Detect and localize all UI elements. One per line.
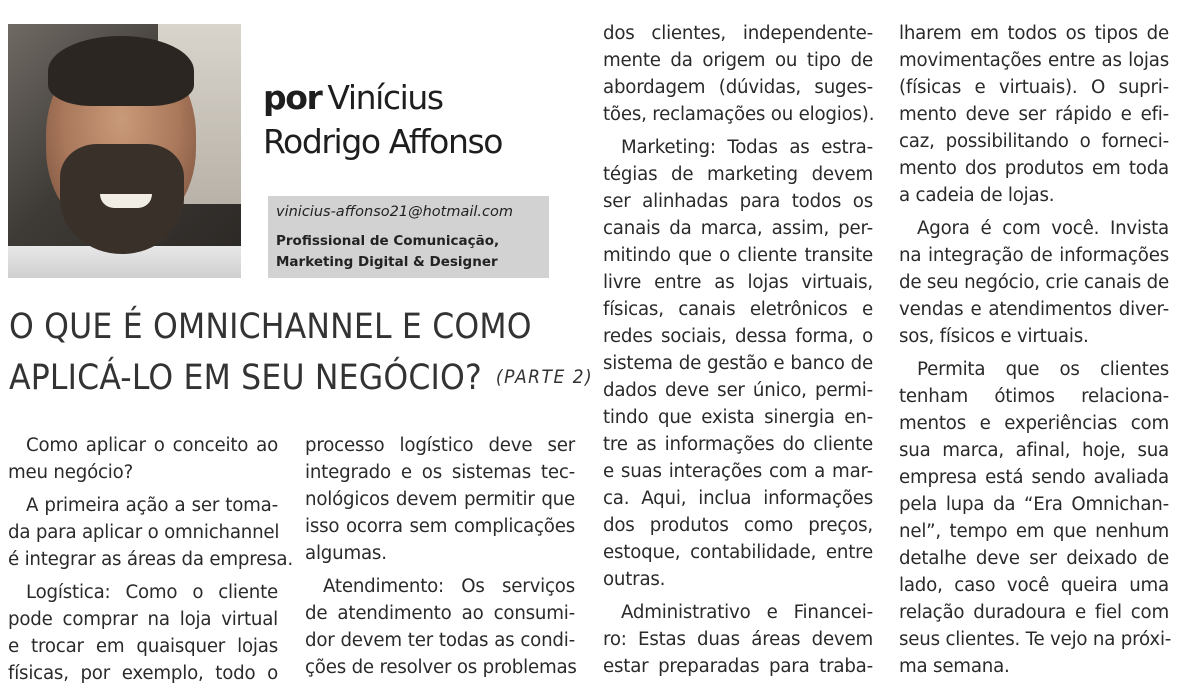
text-line: sos, físicos e virtuais. [899,326,1089,347]
photo-smile [100,194,152,208]
text-line: Atendimento: Os serviços [323,576,575,597]
article-column-4 [899,20,1172,680]
text-line: ma semana. [899,656,1010,677]
article-title [9,302,593,403]
text-line: nel”, tempo em que nenhum [899,521,1169,542]
photo-hair [48,36,194,106]
text-line: dos produtos como preços, [603,515,873,536]
author-role [276,231,499,273]
text-line: é integrar as áreas da empresa. [8,549,293,570]
text-line: Como aplicar o conceito ao [26,435,278,456]
text-line: na integração de informações [899,245,1169,266]
text-line: vendas e atendimentos diver- [899,299,1169,320]
text-line: de atendimento ao consumi- [305,603,575,624]
text-line: Administrativo e Financei- [621,602,873,623]
text-line: livre entre as lojas virtuais, [603,272,873,293]
text-line: movimentações entre as lojas [899,50,1169,71]
text-line: algumas. [305,543,387,564]
text-line: seus clientes. Te vejo na próxi- [899,629,1172,650]
text-line: ca. Aqui, inclua informações [603,488,873,509]
text-line: mento deve ser rápido e efi- [899,104,1169,125]
text-line: tenham ótimos relaciona- [899,386,1169,407]
text-line: isso ocorra sem complicações [305,516,575,537]
text-line: Logística: Como o cliente [26,582,278,603]
text-line: ro: Estas duas áreas devem [603,629,873,650]
text-line: empresa está sendo avaliada [899,467,1169,488]
byline-por: por [263,78,322,117]
text-line: dor devem ter todas as condi- [305,630,575,651]
text-line: Permita que os clientes [917,359,1169,380]
text-line: relação duradoura e fiel com [899,602,1169,623]
text-line: mente da origem ou tipo de [603,50,873,71]
text-line: integrado e os sistemas tec- [305,462,575,483]
text-line: sistema de gestão e banco de [603,353,873,374]
author-first-name: Vinícius [327,78,443,117]
text-line: e trocar em quaisquer lojas [8,636,278,657]
text-line: tégias de marketing devem [603,164,873,185]
title-part-label: (PARTE 2) [495,366,594,388]
text-line: Agora é com você. Invista [917,218,1169,239]
text-line: pode comprar na loja virtual [8,609,278,630]
text-line: físicas, canais eletrônicos e [603,299,873,320]
text-line: físicas, por exemplo, todo o [8,663,278,684]
text-line: lado, caso você queira uma [899,575,1169,596]
text-line: A primeira ação a ser toma- [26,495,278,516]
author-contact-box [268,196,549,278]
text-line: caz, possibilitando o forneci- [899,131,1169,152]
text-line: redes sociais, dessa forma, o [603,326,873,347]
text-line: meu negócio? [8,462,134,483]
article-column-1 [8,432,293,687]
text-line: outras. [603,569,666,590]
text-line: nológicos devem permitir que [305,489,575,510]
text-line: estoque, contabilidade, entre [603,542,873,563]
text-line: de seu negócio, crie canais de [899,272,1169,293]
author-photo [8,24,241,278]
text-line: estar preparadas para traba- [603,656,873,677]
text-line: canais da marca, assim, per- [603,218,873,239]
text-line: (físicas e virtuais). O supri- [899,77,1169,98]
author-role-line: Marketing Digital & Designer [276,254,498,270]
title-line: O QUE É OMNICHANNEL E COMO [9,307,532,347]
text-line: ser alinhadas para todos os [603,191,873,212]
text-line: processo logístico deve ser [305,435,575,456]
text-line: abordagem (dúvidas, suges- [603,77,873,98]
text-line: tões, reclamações ou elogios). [603,104,875,125]
author-email: vinicius-affonso21@hotmail.com [276,204,513,220]
author-byline [263,76,502,164]
text-line: tindo que exista sinergia en- [603,407,873,428]
text-line: dados deve ser único, permi- [603,380,873,401]
text-line: lharem em todos os tipos de [899,23,1169,44]
text-line: tre as informações do cliente [603,434,873,455]
article-column-2 [305,432,575,681]
text-line: a cadeia de lojas. [899,185,1055,206]
author-role-line: Profissional de Comunicação, [276,233,500,249]
text-line: detalhe deve ser deixado de [899,548,1169,569]
title-line: APLICÁ-LO EM SEU NEGÓCIO? [9,358,482,398]
text-line: sua marca, afinal, hoje, sua [899,440,1169,461]
text-line: da para aplicar o omnichannel [8,522,280,543]
article-column-3 [603,20,873,680]
text-line: mentos e experiências com [899,413,1169,434]
text-line: dos clientes, independente- [603,23,873,44]
text-line: e suas interações com a mar- [603,461,873,482]
text-line: mitindo que o cliente transite [603,245,873,266]
text-line: ções de resolver os problemas [305,657,577,678]
author-last-name: Rodrigo Affonso [263,122,503,161]
text-line: Marketing: Todas as estra- [621,137,873,158]
text-line: pela lupa da “Era Omnichan- [899,494,1169,515]
text-line: mento dos produtos em toda [899,158,1169,179]
